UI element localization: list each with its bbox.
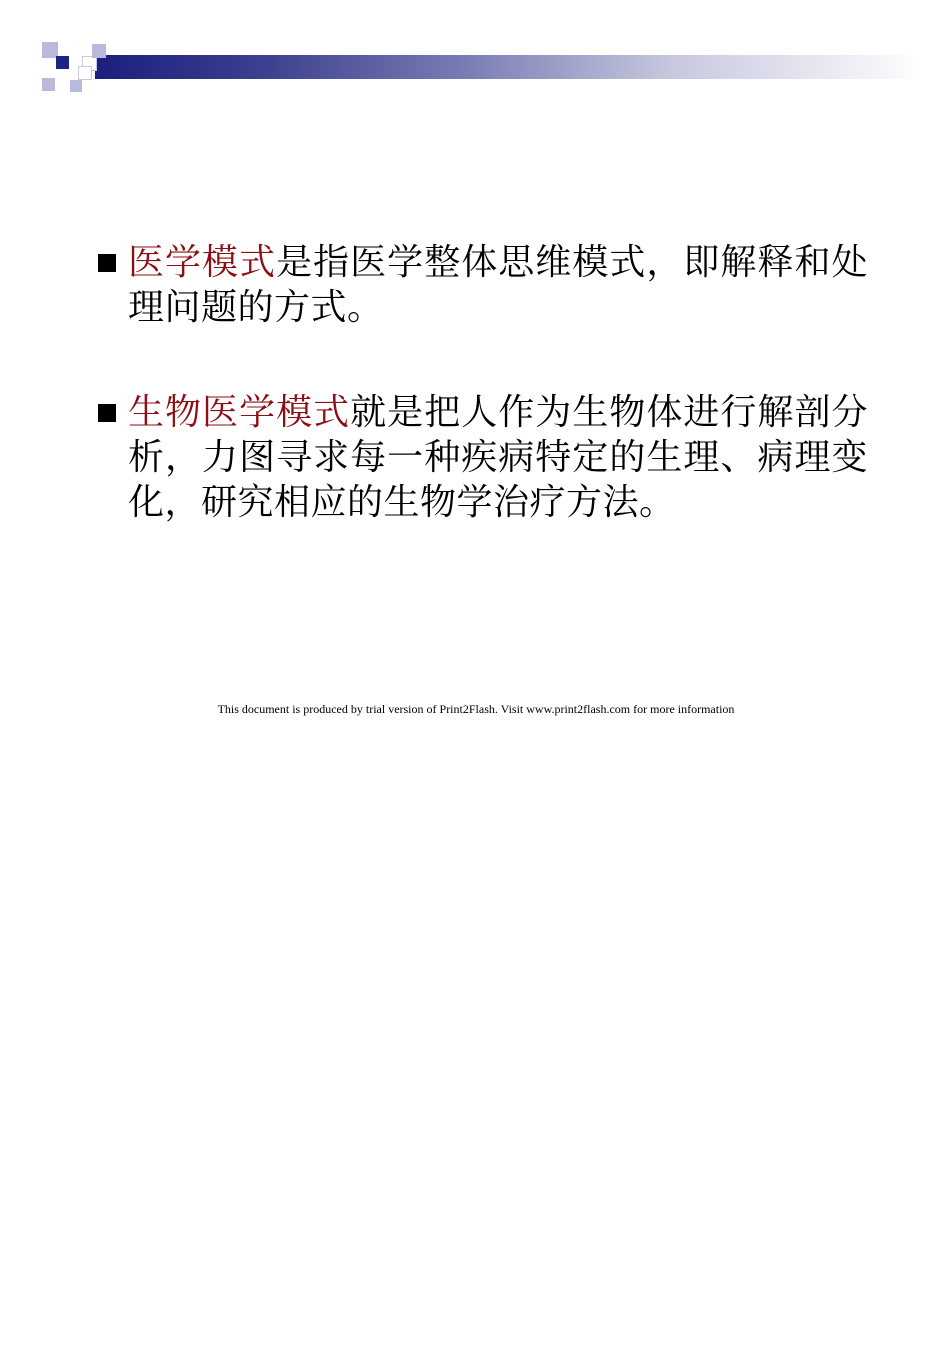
deco-square [70, 80, 82, 92]
deco-square [78, 66, 92, 80]
trial-version-notice: This document is produced by trial version of Print2Flash. Visit www.print2flash.com for more information [217, 702, 735, 716]
highlighted-term: 医学模式 [128, 242, 277, 283]
deco-square [42, 78, 55, 91]
highlighted-term: 生物医学模式 [128, 392, 351, 433]
header-decoration [40, 40, 920, 100]
bullet-body: 是指医学整体思维模式，即解释和处理问题的方式。 [128, 242, 868, 328]
deco-square [56, 56, 69, 69]
bullet-paragraph [128, 240, 868, 330]
header-gradient-bar [95, 55, 920, 79]
deco-square [92, 44, 106, 58]
bullet-square-icon [98, 404, 116, 422]
bullet-square-icon [98, 254, 116, 272]
bullet-body: 就是把人作为生物体进行解剖分析，力图寻求每一种疾病特定的生理、病理变化，研究相应的生物学治疗方法。 [128, 392, 868, 523]
bullet-paragraph [128, 390, 868, 525]
